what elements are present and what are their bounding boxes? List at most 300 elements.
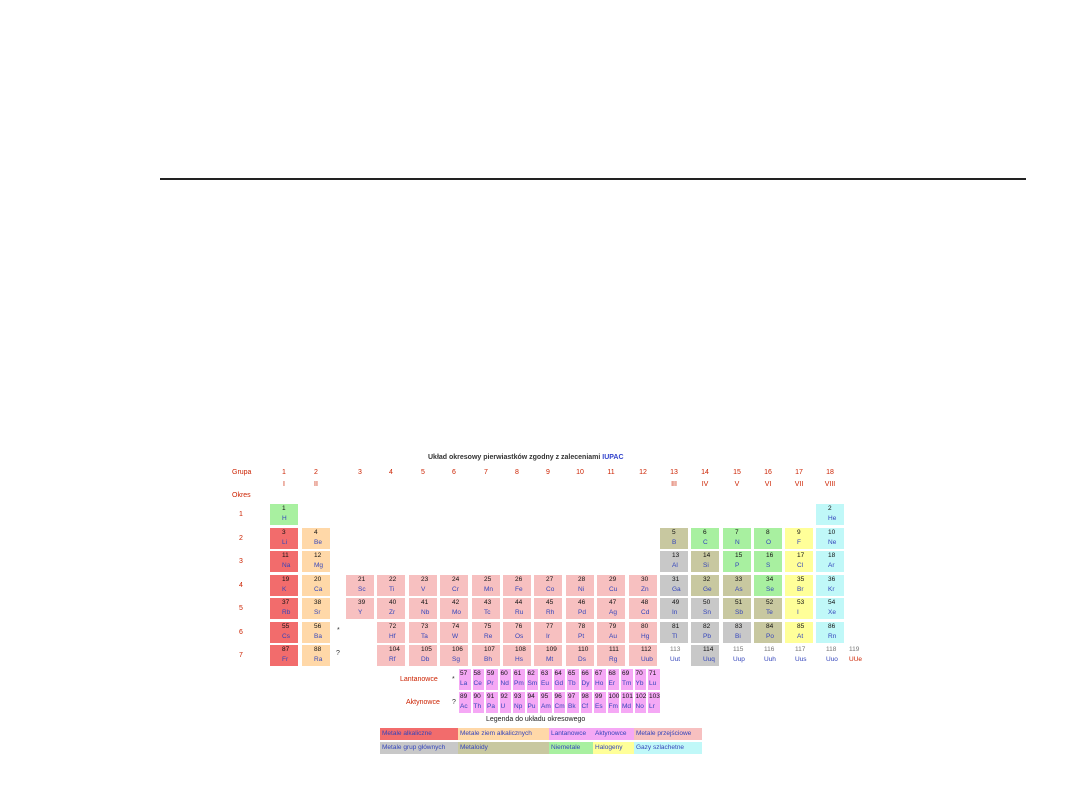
period6-star: * bbox=[337, 627, 340, 634]
element-zn bbox=[628, 574, 658, 597]
element-er bbox=[607, 668, 621, 691]
atomic-number: 16 bbox=[766, 552, 774, 559]
element-symbol: Np bbox=[514, 703, 523, 710]
element-symbol: Ag bbox=[609, 609, 617, 616]
element-ta bbox=[408, 621, 438, 644]
atomic-number: 82 bbox=[703, 622, 711, 630]
element-symbol: Ga bbox=[672, 585, 681, 593]
element-symbol: Yb bbox=[635, 680, 644, 687]
legend-transition: Metale przejściowe bbox=[634, 728, 702, 740]
element-ga bbox=[659, 574, 689, 597]
element-symbol: Sr bbox=[314, 609, 321, 616]
element-symbol: Cr bbox=[452, 585, 459, 593]
atomic-number: 103 bbox=[649, 693, 660, 700]
element-symbol: Ru bbox=[515, 609, 524, 616]
element-symbol: He bbox=[828, 515, 837, 522]
element-zr bbox=[376, 597, 406, 620]
element-symbol: S bbox=[766, 562, 771, 569]
element-symbol: Lr bbox=[649, 703, 655, 710]
atomic-number: 4 bbox=[314, 528, 318, 536]
atomic-number: 29 bbox=[609, 575, 617, 583]
element-symbol: Hs bbox=[515, 656, 523, 663]
element-symbol: Uut bbox=[670, 656, 681, 663]
element-mt bbox=[533, 644, 563, 667]
element-y bbox=[345, 597, 375, 620]
atomic-number: 78 bbox=[578, 622, 586, 630]
atomic-number: 88 bbox=[314, 646, 322, 653]
title-text: Układ okresowy pierwiastków zgodny z zaleceniami bbox=[428, 454, 603, 461]
group-number-11: 11 bbox=[607, 469, 615, 476]
element-symbol: Cf bbox=[581, 703, 588, 710]
element-s bbox=[753, 550, 783, 573]
element-symbol: At bbox=[797, 632, 804, 640]
element-sc bbox=[345, 574, 375, 597]
group-number-10: 10 bbox=[576, 469, 584, 476]
element-f bbox=[784, 527, 814, 550]
atomic-number: 63 bbox=[541, 670, 549, 677]
element-uuh bbox=[753, 644, 783, 667]
element-symbol: Md bbox=[622, 703, 632, 710]
atomic-number: 76 bbox=[515, 622, 523, 630]
group-number-3: 3 bbox=[358, 469, 362, 476]
element-ni bbox=[565, 574, 595, 597]
element-na bbox=[269, 550, 299, 573]
element-pt bbox=[565, 621, 595, 644]
element-au bbox=[596, 621, 626, 644]
atomic-number: 45 bbox=[546, 599, 554, 606]
element-symbol: Fe bbox=[515, 585, 523, 593]
atomic-number: 7 bbox=[735, 528, 739, 536]
element-hg bbox=[628, 621, 658, 644]
element-symbol: Pu bbox=[527, 703, 536, 710]
atomic-number: 89 bbox=[460, 693, 468, 700]
atomic-number: 91 bbox=[487, 693, 495, 700]
element-symbol: Ce bbox=[473, 680, 482, 687]
element-symbol: Hf bbox=[389, 632, 396, 640]
atomic-number: 114 bbox=[703, 646, 714, 653]
element-symbol: Sn bbox=[703, 609, 711, 616]
element-symbol: Rh bbox=[546, 609, 555, 616]
element-uue bbox=[846, 644, 876, 667]
element-symbol: Ho bbox=[595, 680, 604, 687]
atomic-number: 5 bbox=[672, 528, 676, 536]
period-label-1: 1 bbox=[239, 511, 243, 518]
element-ag bbox=[596, 597, 626, 620]
okres-label: Okres bbox=[232, 492, 251, 499]
element-es bbox=[593, 691, 607, 714]
element-symbol: Kr bbox=[828, 585, 835, 593]
element-symbol: Bi bbox=[735, 632, 741, 640]
atomic-number: 61 bbox=[514, 670, 522, 677]
element-symbol: Dy bbox=[581, 680, 590, 687]
element-symbol: Zn bbox=[641, 585, 649, 593]
element-symbol: Nd bbox=[500, 680, 509, 687]
atomic-number: 35 bbox=[797, 575, 805, 583]
legend-noble: Gazy szlachetne bbox=[634, 742, 702, 754]
element-uup bbox=[722, 644, 752, 667]
atomic-number: 14 bbox=[703, 552, 711, 559]
element-at bbox=[784, 621, 814, 644]
atomic-number: 118 bbox=[826, 646, 837, 653]
element-br bbox=[784, 574, 814, 597]
atomic-number: 47 bbox=[609, 599, 617, 606]
atomic-number: 20 bbox=[314, 575, 322, 583]
element-symbol: Re bbox=[484, 632, 493, 640]
atomic-number: 44 bbox=[515, 599, 523, 606]
atomic-number: 38 bbox=[314, 599, 322, 606]
horizontal-rule bbox=[160, 178, 1026, 180]
element-symbol: Cl bbox=[797, 562, 804, 569]
atomic-number: 37 bbox=[282, 599, 290, 606]
element-ac bbox=[458, 691, 472, 714]
atomic-number: 97 bbox=[568, 693, 576, 700]
element-as bbox=[722, 574, 752, 597]
lantanowce-label: Lantanowce bbox=[400, 676, 438, 683]
group-number-17: 17 bbox=[795, 469, 803, 476]
atomic-number: 107 bbox=[484, 646, 495, 653]
element-uut bbox=[659, 644, 689, 667]
atomic-number: 105 bbox=[421, 646, 432, 653]
legend-actinide: Aktynowce bbox=[593, 728, 634, 740]
element-symbol: Co bbox=[546, 585, 555, 593]
atomic-number: 10 bbox=[828, 528, 836, 536]
atomic-number: 83 bbox=[735, 622, 743, 630]
element-symbol: P bbox=[735, 562, 740, 569]
group-number-6: 6 bbox=[452, 469, 456, 476]
atomic-number: 52 bbox=[766, 599, 774, 606]
legend-halogen: Halogeny bbox=[593, 742, 634, 754]
element-ra bbox=[301, 644, 331, 667]
atomic-number: 33 bbox=[735, 575, 743, 583]
element-ca bbox=[301, 574, 331, 597]
aktynowce-q: ? bbox=[452, 699, 456, 706]
period7-q: ? bbox=[336, 650, 340, 657]
element-lr bbox=[647, 691, 661, 714]
element-symbol: As bbox=[735, 585, 743, 593]
element-cm bbox=[553, 691, 567, 714]
element-th bbox=[472, 691, 486, 714]
element-symbol: H bbox=[282, 515, 287, 522]
group-number-9: 9 bbox=[546, 469, 550, 476]
element-kr bbox=[815, 574, 845, 597]
element-p bbox=[722, 550, 752, 573]
group-number-2: 2 bbox=[314, 469, 318, 476]
atomic-number: 42 bbox=[452, 599, 460, 606]
atomic-number: 87 bbox=[282, 646, 290, 653]
element-symbol: Sm bbox=[527, 680, 538, 687]
legend-nonmetal: Niemetale bbox=[549, 742, 593, 754]
element-fr bbox=[269, 644, 299, 667]
atomic-number: 90 bbox=[473, 693, 481, 700]
atomic-number: 116 bbox=[764, 646, 775, 653]
element-hf bbox=[376, 621, 406, 644]
atomic-number: 102 bbox=[635, 693, 647, 700]
element-symbol: In bbox=[672, 609, 678, 616]
element-be bbox=[301, 527, 331, 550]
element-co bbox=[533, 574, 563, 597]
element-ce bbox=[472, 668, 486, 691]
atomic-number: 41 bbox=[421, 599, 429, 606]
element-symbol: Pd bbox=[578, 609, 586, 616]
atomic-number: 19 bbox=[282, 575, 290, 583]
group-roman-16: VI bbox=[764, 481, 772, 488]
atomic-number: 8 bbox=[766, 528, 770, 536]
atomic-number: 40 bbox=[389, 599, 397, 606]
element-symbol: Pr bbox=[487, 680, 494, 687]
element-symbol: Ge bbox=[703, 585, 712, 593]
element-mg bbox=[301, 550, 331, 573]
atomic-number: 75 bbox=[484, 622, 492, 630]
group-number-4: 4 bbox=[389, 469, 393, 476]
element-symbol: Uuh bbox=[764, 656, 776, 663]
element-symbol: Po bbox=[766, 632, 774, 640]
atomic-number: 11 bbox=[282, 552, 289, 559]
element-uus bbox=[784, 644, 814, 667]
atomic-number: 53 bbox=[797, 599, 805, 606]
element-symbol: N bbox=[735, 538, 740, 546]
element-symbol: Os bbox=[515, 632, 524, 640]
element-symbol: Fm bbox=[608, 703, 618, 710]
legend-metalloid: Metaloidy bbox=[458, 742, 549, 754]
group-number-14: 14 bbox=[701, 469, 709, 476]
atomic-number: 43 bbox=[484, 599, 492, 606]
element-symbol: F bbox=[797, 538, 801, 546]
atomic-number: 2 bbox=[828, 505, 832, 512]
element-symbol: Xe bbox=[828, 609, 836, 616]
period-label-2: 2 bbox=[239, 534, 243, 542]
atomic-number: 72 bbox=[389, 622, 397, 630]
element-symbol: Hg bbox=[641, 632, 650, 640]
element-symbol: Bk bbox=[568, 703, 576, 710]
element-symbol: Ar bbox=[828, 562, 835, 569]
element-pu bbox=[526, 691, 540, 714]
atomic-number: 9 bbox=[797, 528, 801, 536]
element-pb bbox=[690, 621, 720, 644]
atomic-number: 84 bbox=[766, 622, 774, 630]
element-cs bbox=[269, 621, 299, 644]
element-symbol: Ta bbox=[421, 632, 428, 640]
element-ar bbox=[815, 550, 845, 573]
element-symbol: Uus bbox=[795, 656, 807, 663]
atomic-number: 85 bbox=[797, 622, 805, 630]
atomic-number: 100 bbox=[608, 693, 620, 700]
atomic-number: 77 bbox=[546, 622, 554, 630]
atomic-number: 51 bbox=[735, 599, 743, 606]
group-number-15: 15 bbox=[733, 469, 741, 476]
atomic-number: 57 bbox=[460, 670, 468, 677]
atomic-number: 23 bbox=[421, 575, 429, 583]
iupac-link[interactable]: IUPAC bbox=[602, 454, 624, 461]
group-number-13: 13 bbox=[670, 469, 678, 476]
element-ds bbox=[565, 644, 595, 667]
element-symbol: Pm bbox=[514, 680, 524, 687]
atomic-number: 112 bbox=[641, 646, 652, 653]
element-symbol: Bh bbox=[484, 656, 492, 663]
element-sm bbox=[526, 668, 540, 691]
element-symbol: Uuq bbox=[703, 656, 715, 663]
element-symbol: Br bbox=[797, 585, 804, 593]
element-n bbox=[722, 527, 752, 550]
element-symbol: Eu bbox=[541, 680, 549, 687]
element-u bbox=[499, 691, 513, 714]
element-la bbox=[458, 668, 472, 691]
period-label-5: 5 bbox=[239, 605, 243, 612]
atomic-number: 59 bbox=[487, 670, 495, 677]
element-symbol: Ca bbox=[314, 585, 323, 593]
element-uuq bbox=[690, 644, 720, 667]
element-bk bbox=[566, 691, 580, 714]
element-symbol: K bbox=[282, 585, 287, 593]
element-db bbox=[408, 644, 438, 667]
element-rh bbox=[533, 597, 563, 620]
period-label-6: 6 bbox=[239, 628, 243, 636]
atomic-number: 66 bbox=[581, 670, 589, 677]
element-te bbox=[753, 597, 783, 620]
atomic-number: 22 bbox=[389, 575, 397, 583]
element-symbol: Lu bbox=[649, 680, 657, 687]
element-symbol: C bbox=[703, 538, 708, 546]
element-eu bbox=[539, 668, 553, 691]
atomic-number: 109 bbox=[546, 646, 557, 653]
atomic-number: 95 bbox=[541, 693, 549, 700]
element-symbol: Sb bbox=[735, 609, 743, 616]
period-label-4: 4 bbox=[239, 581, 243, 589]
element-symbol: Cd bbox=[641, 609, 650, 616]
legend-alkali: Metale alkaliczne bbox=[380, 728, 458, 740]
element-symbol: Te bbox=[766, 609, 773, 616]
atomic-number: 104 bbox=[389, 646, 400, 653]
element-symbol: Mt bbox=[546, 656, 554, 663]
element-symbol: Am bbox=[541, 703, 551, 710]
element-fm bbox=[607, 691, 621, 714]
element-symbol: Ds bbox=[578, 656, 586, 663]
table-title bbox=[428, 454, 624, 461]
element-sb bbox=[722, 597, 752, 620]
atomic-number: 69 bbox=[622, 670, 630, 677]
atomic-number: 79 bbox=[609, 622, 617, 630]
atomic-number: 92 bbox=[500, 693, 508, 700]
element-al bbox=[659, 550, 689, 573]
period-label-7: 7 bbox=[239, 652, 243, 659]
element-cd bbox=[628, 597, 658, 620]
element-symbol: Rn bbox=[828, 632, 837, 640]
element-ge bbox=[690, 574, 720, 597]
group-number-16: 16 bbox=[764, 469, 772, 476]
element-symbol: Gd bbox=[554, 680, 564, 687]
group-roman-2: II bbox=[314, 481, 318, 488]
element-md bbox=[620, 691, 634, 714]
element-ne bbox=[815, 527, 845, 550]
atomic-number: 12 bbox=[314, 552, 322, 559]
element-o bbox=[753, 527, 783, 550]
atomic-number: 110 bbox=[578, 646, 589, 653]
element-yb bbox=[634, 668, 648, 691]
element-nb bbox=[408, 597, 438, 620]
element-cf bbox=[580, 691, 594, 714]
element-v bbox=[408, 574, 438, 597]
element-symbol: Mo bbox=[452, 609, 462, 616]
element-symbol: Zr bbox=[389, 609, 396, 616]
element-bi bbox=[722, 621, 752, 644]
atomic-number: 26 bbox=[515, 575, 523, 583]
element-symbol: Sg bbox=[452, 656, 460, 663]
atomic-number: 111 bbox=[609, 646, 619, 653]
element-symbol: UUe bbox=[849, 656, 863, 663]
element-symbol: Rg bbox=[609, 656, 618, 663]
element-symbol: Ne bbox=[828, 538, 837, 546]
element-symbol: Nb bbox=[421, 609, 430, 616]
group-roman-15: V bbox=[734, 481, 740, 488]
group-number-5: 5 bbox=[421, 469, 425, 476]
atomic-number: 46 bbox=[578, 599, 586, 606]
atomic-number: 98 bbox=[581, 693, 589, 700]
element-symbol: Si bbox=[703, 562, 709, 569]
element-symbol: Ti bbox=[389, 585, 395, 593]
group-roman-13: III bbox=[671, 481, 677, 488]
atomic-number: 48 bbox=[641, 599, 649, 606]
element-symbol: Uub bbox=[641, 656, 653, 663]
element-ho bbox=[593, 668, 607, 691]
element-cu bbox=[596, 574, 626, 597]
element-symbol: Cu bbox=[609, 585, 618, 593]
atomic-number: 60 bbox=[500, 670, 508, 677]
element-symbol: Ni bbox=[578, 585, 585, 593]
element-symbol: Cs bbox=[282, 632, 290, 640]
element-symbol: U bbox=[500, 703, 506, 710]
atomic-number: 99 bbox=[595, 693, 603, 700]
element-sr bbox=[301, 597, 331, 620]
element-se bbox=[753, 574, 783, 597]
element-am bbox=[539, 691, 553, 714]
element-symbol: I bbox=[797, 609, 799, 616]
atomic-number: 18 bbox=[828, 552, 836, 559]
atomic-number: 73 bbox=[421, 622, 429, 630]
element-symbol: Y bbox=[358, 609, 363, 616]
element-tm bbox=[620, 668, 634, 691]
atomic-number: 25 bbox=[484, 575, 492, 583]
group-roman-17: VII bbox=[794, 481, 804, 488]
element-symbol: Tl bbox=[672, 632, 678, 640]
legend-alkaline: Metale ziem alkalicznych bbox=[458, 728, 549, 740]
element-tl bbox=[659, 621, 689, 644]
element-symbol: La bbox=[460, 680, 468, 687]
element-symbol: Fr bbox=[282, 656, 289, 663]
element-symbol: Na bbox=[282, 562, 291, 569]
element-symbol: Ba bbox=[314, 632, 322, 640]
atomic-number: 65 bbox=[568, 670, 576, 677]
element-nd bbox=[499, 668, 513, 691]
element-symbol: Db bbox=[421, 656, 430, 663]
atomic-number: 31 bbox=[672, 575, 680, 583]
atomic-number: 80 bbox=[641, 622, 649, 630]
atomic-number: 49 bbox=[672, 599, 680, 606]
atomic-number: 21 bbox=[358, 575, 366, 583]
element-po bbox=[753, 621, 783, 644]
element-pr bbox=[485, 668, 499, 691]
element-symbol: Al bbox=[672, 562, 678, 569]
atomic-number: 117 bbox=[795, 646, 806, 653]
atomic-number: 27 bbox=[546, 575, 554, 583]
element-symbol: Pt bbox=[578, 632, 585, 640]
element-symbol: Au bbox=[609, 632, 617, 640]
atomic-number: 36 bbox=[828, 575, 836, 583]
atomic-number: 93 bbox=[514, 693, 522, 700]
atomic-number: 67 bbox=[595, 670, 603, 677]
atomic-number: 71 bbox=[649, 670, 657, 677]
element-rn bbox=[815, 621, 845, 644]
group-roman-1: I bbox=[283, 481, 285, 488]
element-in bbox=[659, 597, 689, 620]
